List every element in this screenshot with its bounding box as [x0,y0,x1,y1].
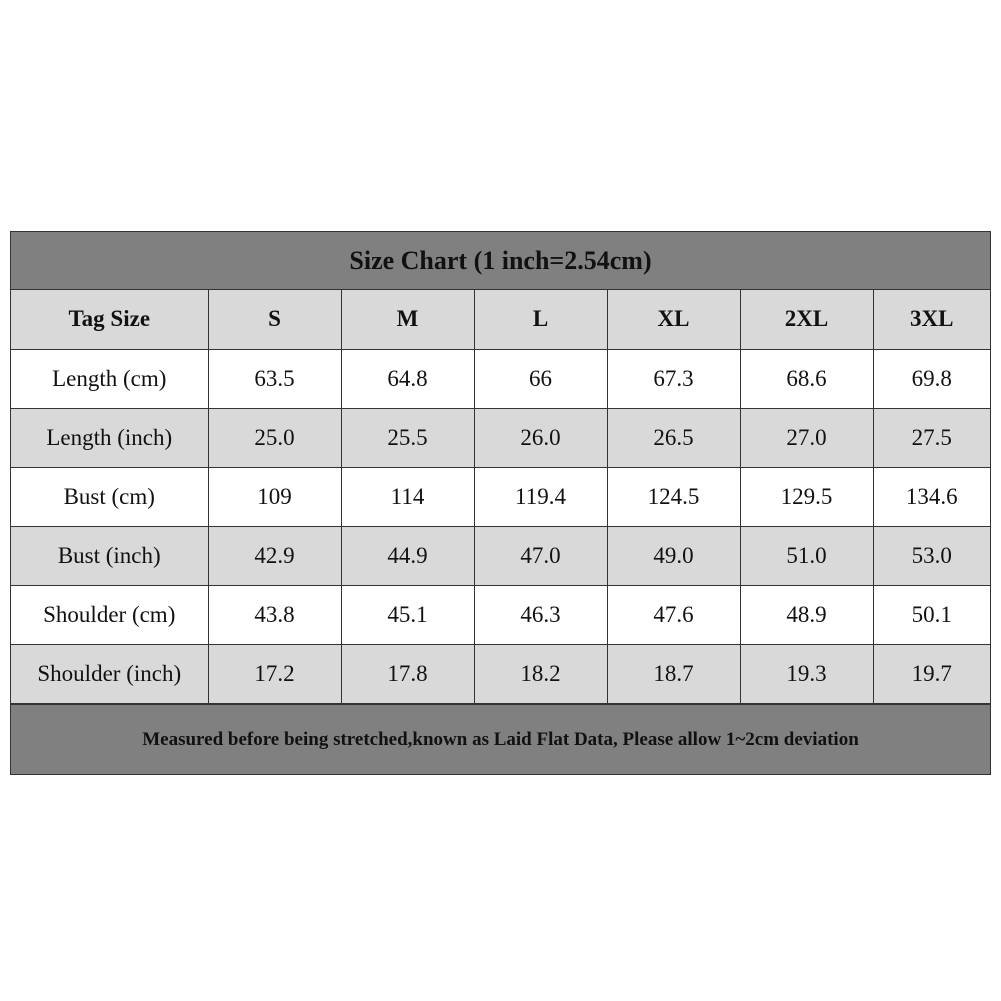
table-cell: 27.5 [873,408,990,467]
row-label: Bust (inch) [11,526,208,585]
table-row [11,526,990,585]
table-cell: 68.6 [740,349,873,408]
table-cell: 19.7 [873,644,990,703]
header-cell-m: M [341,290,474,349]
header-cell-2xl: 2XL [740,290,873,349]
table-cell: 46.3 [474,585,607,644]
table-cell: 49.0 [607,526,740,585]
table-cell: 48.9 [740,585,873,644]
table-cell: 17.8 [341,644,474,703]
table-cell: 44.9 [341,526,474,585]
table-row [11,585,990,644]
size-chart [10,231,991,775]
table-cell: 50.1 [873,585,990,644]
table-cell: 51.0 [740,526,873,585]
table-cell: 25.0 [208,408,341,467]
header-cell-l: L [474,290,607,349]
table-cell: 109 [208,467,341,526]
table-cell: 45.1 [341,585,474,644]
row-label: Bust (cm) [11,467,208,526]
row-label: Shoulder (cm) [11,585,208,644]
table-cell: 67.3 [607,349,740,408]
table-cell: 42.9 [208,526,341,585]
table-cell: 18.2 [474,644,607,703]
table-cell: 53.0 [873,526,990,585]
row-label: Length (cm) [11,349,208,408]
table-cell: 26.0 [474,408,607,467]
chart-footer-note: Measured before being stretched,known as Laid Flat Data, Please allow 1~2cm deviation [11,704,990,774]
table-cell: 119.4 [474,467,607,526]
chart-title: Size Chart (1 inch=2.54cm) [11,232,990,290]
table-cell: 25.5 [341,408,474,467]
table-cell: 19.3 [740,644,873,703]
table-cell: 63.5 [208,349,341,408]
table-cell: 64.8 [341,349,474,408]
table-cell: 43.8 [208,585,341,644]
table-cell: 66 [474,349,607,408]
header-cell-xl: XL [607,290,740,349]
table-cell: 124.5 [607,467,740,526]
table-cell: 18.7 [607,644,740,703]
header-cell-tag-size: Tag Size [11,290,208,349]
header-row [11,290,990,349]
size-table [11,290,990,704]
table-cell: 47.6 [607,585,740,644]
table-cell: 69.8 [873,349,990,408]
header-cell-3xl: 3XL [873,290,990,349]
table-cell: 47.0 [474,526,607,585]
table-row [11,467,990,526]
table-row [11,408,990,467]
table-cell: 134.6 [873,467,990,526]
header-cell-s: S [208,290,341,349]
row-label: Shoulder (inch) [11,644,208,703]
table-cell: 27.0 [740,408,873,467]
table-cell: 129.5 [740,467,873,526]
table-cell: 17.2 [208,644,341,703]
table-row [11,644,990,703]
table-cell: 26.5 [607,408,740,467]
table-row [11,349,990,408]
table-cell: 114 [341,467,474,526]
row-label: Length (inch) [11,408,208,467]
